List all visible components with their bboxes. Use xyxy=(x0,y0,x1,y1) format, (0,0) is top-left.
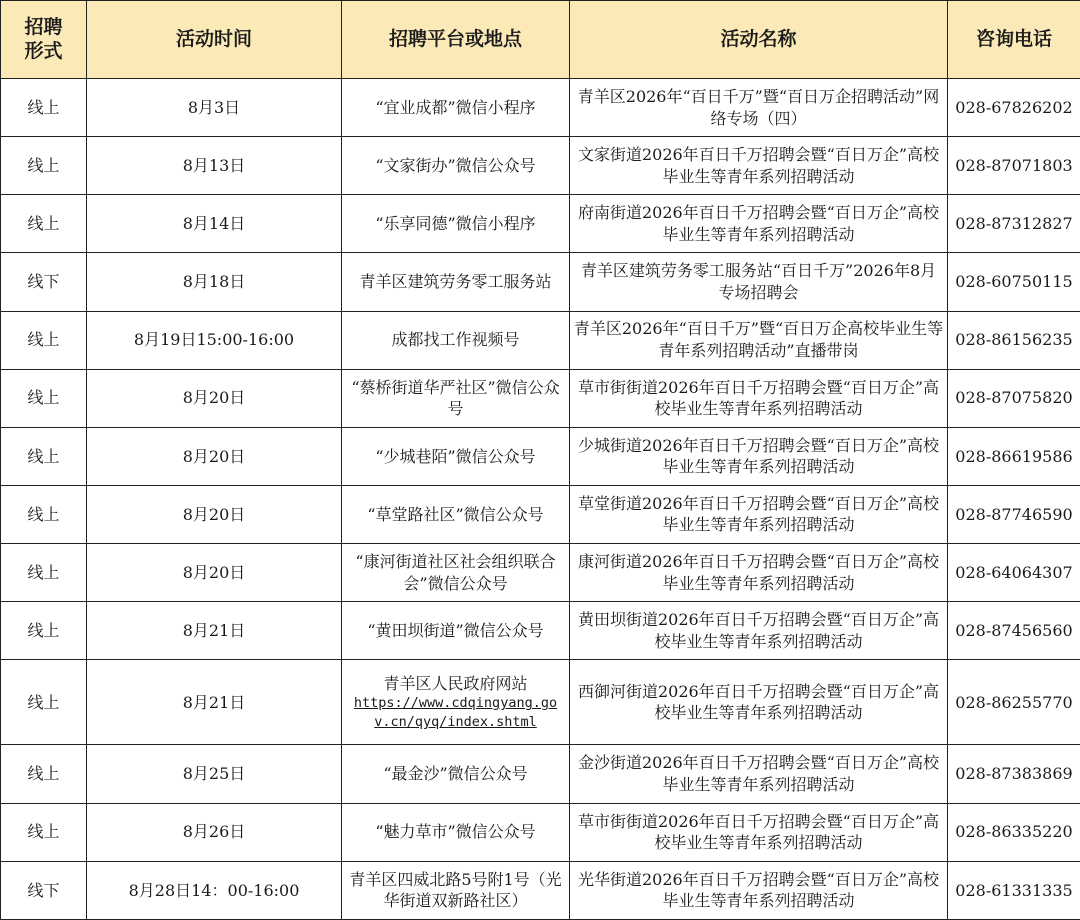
cell-activity-name: 文家街道2026年百日千万招聘会暨“百日万企”高校毕业生等青年系列招聘活动 xyxy=(570,137,948,195)
platform-site-name: 青羊区人民政府网站 xyxy=(383,673,528,693)
table-row xyxy=(1,660,1080,745)
table-row xyxy=(1,745,1080,803)
cell-platform: “宜业成都”微信小程序 xyxy=(342,79,570,137)
cell-phone: 028-64064307 xyxy=(948,544,1080,602)
cell-phone: 028-87071803 xyxy=(948,137,1080,195)
cell-form: 线上 xyxy=(1,660,87,745)
cell-phone: 028-67826202 xyxy=(948,79,1080,137)
cell-time: 8月20日 xyxy=(87,369,342,427)
cell-platform: “最金沙”微信公众号 xyxy=(342,745,570,803)
cell-time: 8月21日 xyxy=(87,660,342,745)
cell-phone: 028-87312827 xyxy=(948,195,1080,253)
table-row xyxy=(1,427,1080,485)
cell-phone: 028-87383869 xyxy=(948,745,1080,803)
cell-phone: 028-87746590 xyxy=(948,485,1080,543)
cell-form: 线上 xyxy=(1,79,87,137)
header-time: 活动时间 xyxy=(87,1,342,79)
table-row xyxy=(1,602,1080,660)
cell-platform: “文家街办”微信公众号 xyxy=(342,137,570,195)
cell-form: 线上 xyxy=(1,195,87,253)
cell-phone: 028-86156235 xyxy=(948,311,1080,369)
cell-time: 8月28日14：00-16:00 xyxy=(87,861,342,919)
cell-phone: 028-86255770 xyxy=(948,660,1080,745)
cell-platform xyxy=(342,660,570,745)
cell-form: 线上 xyxy=(1,311,87,369)
cell-time: 8月20日 xyxy=(87,485,342,543)
cell-form: 线上 xyxy=(1,803,87,861)
cell-phone: 028-86619586 xyxy=(948,427,1080,485)
table-row xyxy=(1,861,1080,919)
header-name: 活动名称 xyxy=(570,1,948,79)
cell-activity-name: 金沙街道2026年百日千万招聘会暨“百日万企”高校毕业生等青年系列招聘活动 xyxy=(570,745,948,803)
cell-time: 8月18日 xyxy=(87,253,342,311)
cell-platform: “魅力草市”微信公众号 xyxy=(342,803,570,861)
cell-activity-name: 少城街道2026年百日千万招聘会暨“百日万企”高校毕业生等青年系列招聘活动 xyxy=(570,427,948,485)
table-row xyxy=(1,369,1080,427)
government-website-link[interactable]: https://www.cdqingyang.gov.cn/qyq/index.shtml xyxy=(353,695,558,731)
cell-form: 线上 xyxy=(1,544,87,602)
cell-activity-name: 府南街道2026年百日千万招聘会暨“百日万企”高校毕业生等青年系列招聘活动 xyxy=(570,195,948,253)
cell-form: 线上 xyxy=(1,369,87,427)
cell-time: 8月19日15:00-16:00 xyxy=(87,311,342,369)
cell-platform: “黄田坝街道”微信公众号 xyxy=(342,602,570,660)
cell-platform: “康河街道社区社会组织联合会”微信公众号 xyxy=(342,544,570,602)
table-row xyxy=(1,544,1080,602)
cell-phone: 028-86335220 xyxy=(948,803,1080,861)
cell-form: 线下 xyxy=(1,253,87,311)
cell-activity-name: 青羊区建筑劳务零工服务站“百日千万”2026年8月专场招聘会 xyxy=(570,253,948,311)
table-row xyxy=(1,803,1080,861)
table-row xyxy=(1,311,1080,369)
cell-platform: 成都找工作视频号 xyxy=(342,311,570,369)
cell-form: 线上 xyxy=(1,745,87,803)
header-phone: 咨询电话 xyxy=(948,1,1080,79)
cell-phone: 028-87075820 xyxy=(948,369,1080,427)
cell-activity-name: 草市街街道2026年百日千万招聘会暨“百日万企”高校毕业生等青年系列招聘活动 xyxy=(570,803,948,861)
cell-platform: “草堂路社区”微信公众号 xyxy=(342,485,570,543)
cell-activity-name: 草堂街道2026年百日千万招聘会暨“百日万企”高校毕业生等青年系列招聘活动 xyxy=(570,485,948,543)
cell-activity-name: 草市街街道2026年百日千万招聘会暨“百日万企”高校毕业生等青年系列招聘活动 xyxy=(570,369,948,427)
cell-platform: “少城巷陌”微信公众号 xyxy=(342,427,570,485)
table-row xyxy=(1,137,1080,195)
table-row xyxy=(1,253,1080,311)
cell-time: 8月13日 xyxy=(87,137,342,195)
table-row xyxy=(1,79,1080,137)
cell-time: 8月3日 xyxy=(87,79,342,137)
cell-time: 8月20日 xyxy=(87,544,342,602)
header-row xyxy=(1,1,1080,79)
cell-time: 8月25日 xyxy=(87,745,342,803)
cell-platform: 青羊区四威北路5号附1号（光华街道双新路社区） xyxy=(342,861,570,919)
cell-form: 线上 xyxy=(1,602,87,660)
cell-phone: 028-61331335 xyxy=(948,861,1080,919)
cell-phone: 028-60750115 xyxy=(948,253,1080,311)
cell-time: 8月14日 xyxy=(87,195,342,253)
table-row xyxy=(1,195,1080,253)
table-row xyxy=(1,485,1080,543)
cell-form: 线上 xyxy=(1,485,87,543)
cell-form: 线下 xyxy=(1,861,87,919)
cell-form: 线上 xyxy=(1,427,87,485)
cell-form: 线上 xyxy=(1,137,87,195)
cell-time: 8月20日 xyxy=(87,427,342,485)
cell-activity-name: 西御河街道2026年百日千万招聘会暨“百日万企”高校毕业生等青年系列招聘活动 xyxy=(570,660,948,745)
cell-time: 8月26日 xyxy=(87,803,342,861)
cell-activity-name: 康河街道2026年百日千万招聘会暨“百日万企”高校毕业生等青年系列招聘活动 xyxy=(570,544,948,602)
cell-time: 8月21日 xyxy=(87,602,342,660)
cell-platform: “蔡桥街道华严社区”微信公众号 xyxy=(342,369,570,427)
cell-activity-name: 青羊区2026年“百日千万”暨“百日万企高校毕业生等青年系列招聘活动”直播带岗 xyxy=(570,311,948,369)
header-platform: 招聘平台或地点 xyxy=(342,1,570,79)
cell-platform: “乐享同德”微信小程序 xyxy=(342,195,570,253)
table-header xyxy=(1,1,1080,79)
header-form: 招聘形式 xyxy=(1,1,87,79)
table-body xyxy=(1,79,1080,920)
cell-activity-name: 光华街道2026年百日千万招聘会暨“百日万企”高校毕业生等青年系列招聘活动 xyxy=(570,861,948,919)
cell-activity-name: 黄田坝街道2026年百日千万招聘会暨“百日万企”高校毕业生等青年系列招聘活动 xyxy=(570,602,948,660)
cell-phone: 028-87456560 xyxy=(948,602,1080,660)
cell-platform: 青羊区建筑劳务零工服务站 xyxy=(342,253,570,311)
cell-activity-name: 青羊区2026年“百日千万”暨“百日万企招聘活动”网络专场（四） xyxy=(570,79,948,137)
